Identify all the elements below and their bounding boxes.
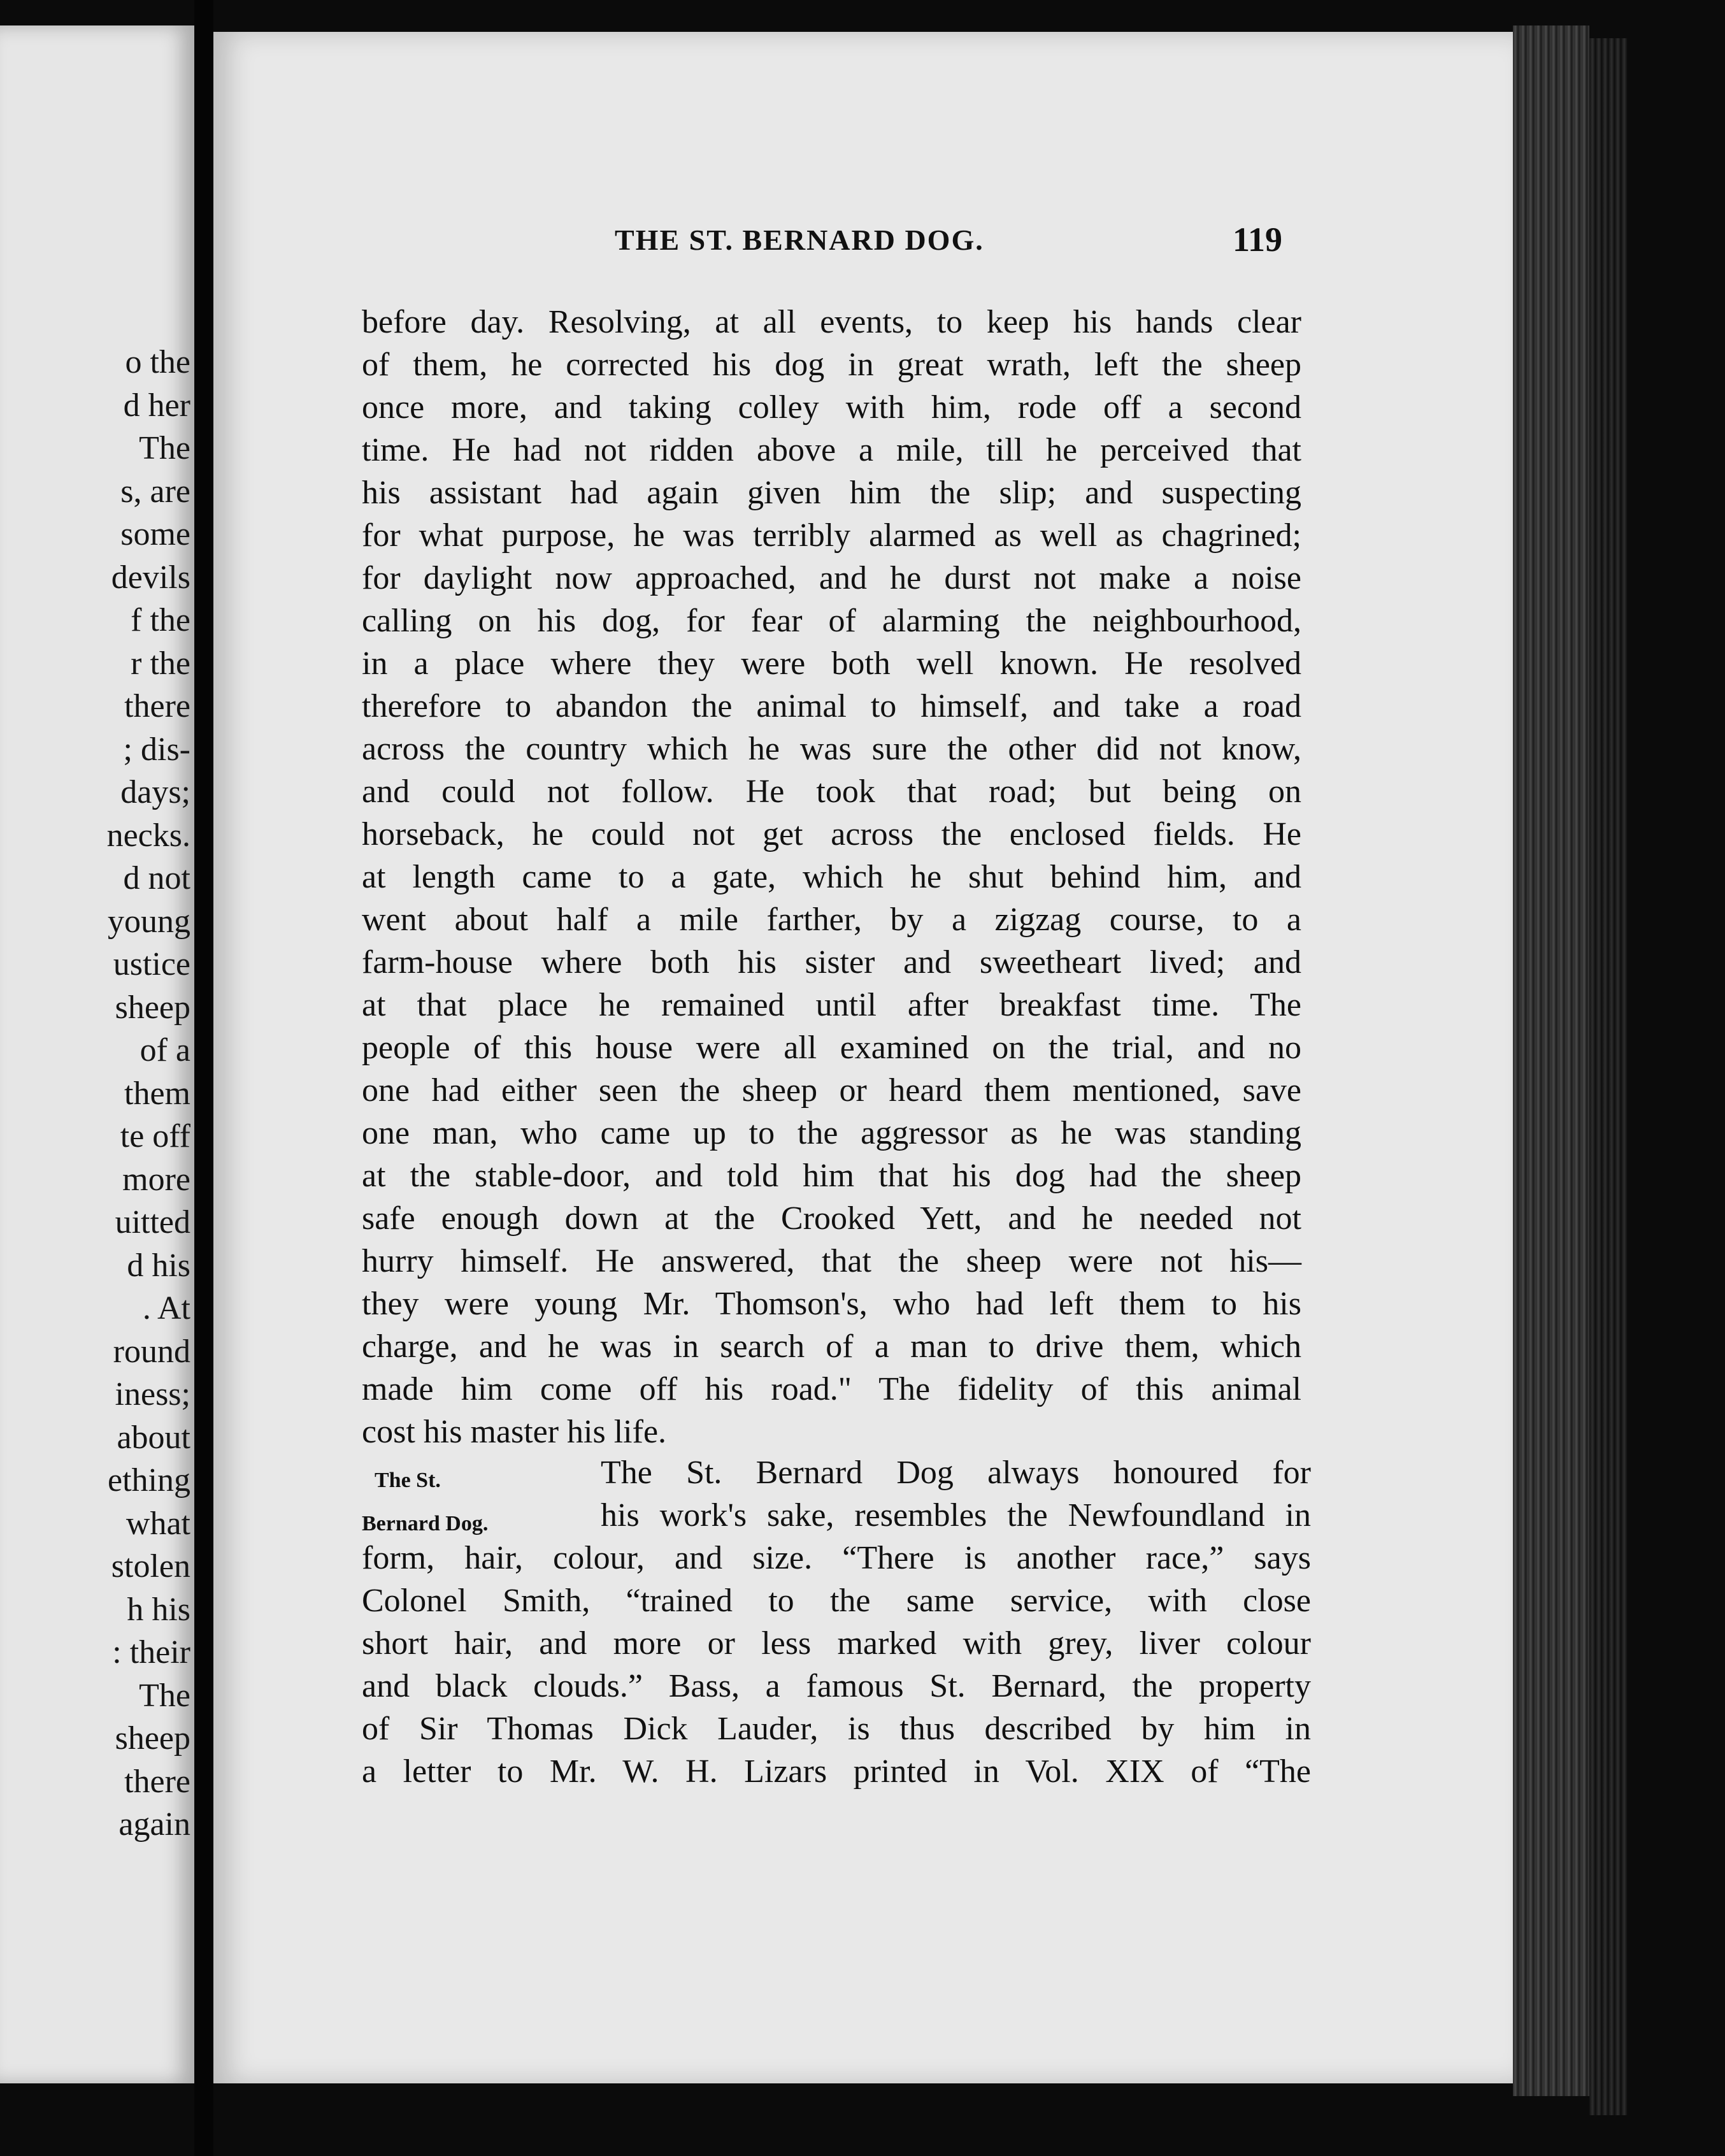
left-page-line: young [108,903,190,940]
left-page-line: te off [120,1118,190,1154]
sidenote-line: The St. [375,1469,441,1492]
left-page-line: there [124,688,190,724]
text-line: horseback, he could not get across the enclosed fields. He [362,816,1301,852]
text-line: before day. Resolving, at all events, to keep his hands clear [362,304,1301,340]
text-line: and could not follow. He took that road; but being on [362,773,1301,810]
left-page-line: sheep [115,1720,190,1757]
text-line: time. He had not ridden above a mile, till he perceived that [362,432,1301,468]
left-page-line: round [113,1333,190,1370]
text-line: one had either seen the sheep or heard them mentioned, save [362,1072,1301,1109]
paragraph-2 [362,1451,1311,1793]
text-line: hurry himself. He answered, that the sheep were not his— [362,1243,1301,1279]
left-page-line: d her [123,387,190,424]
left-page-line: stolen [111,1548,190,1585]
left-page-line: The [139,1677,190,1714]
left-page-line: o the [125,344,190,380]
left-page-line: of a [140,1032,190,1068]
paragraph-1 [362,301,1301,1453]
left-page-line: necks. [106,817,190,854]
text-line: safe enough down at the Crooked Yett, and he needed not [362,1200,1301,1237]
left-page-line: more [122,1161,190,1198]
text-line: farm-house where both his sister and sweetheart lived; and [362,944,1301,981]
left-page-line: uitted [115,1204,190,1240]
text-line: The St. Bernard Dog always honoured for [601,1455,1311,1491]
left-page-line: The [139,430,190,466]
left-page-line: d not [123,860,190,896]
book-cover-edge [1589,38,1628,2115]
left-page-line: . At [142,1290,190,1326]
left-page-line: them [124,1075,190,1112]
text-line: of them, he corrected his dog in great wrath, left the sheep [362,347,1301,383]
text-line: went about half a mile farther, by a zigzag course, to a [362,902,1301,938]
text-line: people of this house were all examined on the trial, and no [362,1030,1301,1066]
text-line: made him come off his road." The fidelity of this animal [362,1371,1301,1407]
left-page-line: ; dis- [123,731,190,768]
left-page-line: iness; [115,1376,190,1412]
left-page-line: ustice [113,946,190,982]
book-gutter [194,0,213,2156]
left-page-line: about [117,1419,190,1456]
page-number: 119 [1233,220,1283,259]
text-line: they were young Mr. Thomson's, who had left them to his [362,1286,1301,1322]
text-line: one man, who came up to the aggressor as he was standing [362,1115,1301,1151]
text-line: in a place where they were both well known. He resolved [362,645,1301,682]
text-line: charge, and he was in search of a man to drive them, which [362,1328,1301,1365]
sidenote-line: Bernard Dog. [362,1512,489,1535]
text-line: of Sir Thomas Dick Lauder, is thus described by him in [362,1711,1311,1747]
left-page-line: days; [120,774,190,810]
text-line: at the stable-door, and told him that his dog had the sheep [362,1158,1301,1194]
left-page-line: d his [127,1247,190,1284]
text-line: his work's sake, resembles the Newfoundland in [601,1497,1311,1534]
text-line: Colonel Smith, “trained to the same service, with close [362,1583,1311,1619]
text-line: across the country which he was sure the other did not know, [362,731,1301,767]
text-line: form, hair, colour, and size. “There is another race,” says [362,1540,1311,1576]
text-line: short hair, and more or less marked with grey, liver colour [362,1625,1311,1662]
text-line: his assistant had again given him the slip; and suspecting [362,475,1301,511]
left-page-line: h his [127,1591,190,1628]
page-edges [1513,25,1589,2096]
left-page-line: again [118,1806,190,1843]
left-page-line: there [124,1763,190,1800]
text-line: cost his master his life. [362,1414,667,1450]
text-line: therefore to abandon the animal to himself, and take a road [362,688,1301,724]
text-line: at that place he remained until after breakfast time. The [362,987,1301,1023]
left-page-text-fragments [6,341,190,1846]
left-page-line: some [120,516,190,552]
left-page-line: f the [131,602,190,638]
text-line: calling on his dog, for fear of alarming the neighbourhood, [362,603,1301,639]
text-line: for what purpose, he was terribly alarmed as well as chagrined; [362,517,1301,554]
text-line: once more, and taking colley with him, rode off a second [362,389,1301,426]
text-line: at length came to a gate, which he shut behind him, and [362,859,1301,895]
text-line: for daylight now approached, and he durst not make a noise [362,560,1301,596]
running-head: THE ST. BERNARD DOG. [615,224,984,256]
text-line: and black clouds.” Bass, a famous St. Bernard, the property [362,1668,1311,1704]
left-page-line: s, are [120,473,190,510]
text-line: a letter to Mr. W. H. Lizars printed in Vol. XIX of “The [362,1753,1311,1790]
left-page-line: r the [131,645,190,682]
left-page-line: ething [108,1462,190,1498]
left-page-line: devils [111,559,190,596]
left-page-line: what [125,1505,190,1542]
left-page-line: : their [112,1634,190,1671]
left-facing-page [0,25,194,2083]
left-page-line: sheep [115,989,190,1026]
